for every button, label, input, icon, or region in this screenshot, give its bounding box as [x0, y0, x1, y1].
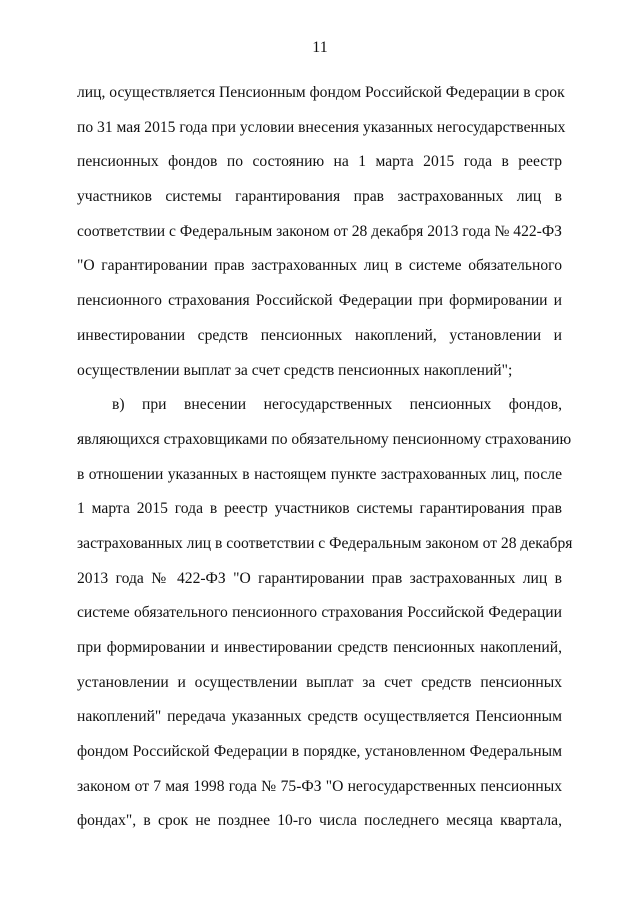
text-line: инвестировании средств пенсионных накоплений, установлении и — [77, 326, 562, 344]
text-line: соответствии с Федеральным законом от 28 декабря 2013 года № 422-ФЗ — [77, 222, 562, 240]
text-line: "О гарантировании прав застрахованных лиц в системе обязательного — [77, 257, 562, 275]
text-line: накоплений" передача указанных средств осуществляется Пенсионным — [77, 708, 562, 726]
text-line: системе обязательного пенсионного страхования Российской Федерации — [77, 604, 562, 622]
text-line: установлении и осуществлении выплат за счет средств пенсионных — [77, 673, 562, 691]
text-line: 2013 года № 422-ФЗ "О гарантировании прав застрахованных лиц в — [77, 569, 562, 587]
text-line: законом от 7 мая 1998 года № 75-ФЗ "О негосударственных пенсионных — [77, 777, 562, 795]
text-line: 1 марта 2015 года в реестр участников системы гарантирования прав — [77, 500, 562, 518]
text-line: по 31 мая 2015 года при условии внесения указанных негосударственных — [77, 118, 566, 136]
text-line: пенсионных фондов по состоянию на 1 марта 2015 года в реестр — [77, 153, 562, 171]
text-line: участников системы гарантирования прав застрахованных лиц в — [77, 188, 562, 206]
text-line: при формировании и инвестировании средств пенсионных накоплений, — [77, 639, 562, 656]
text-line: в) при внесении негосударственных пенсионных фондов, — [112, 396, 562, 414]
text-line: лиц, осуществляется Пенсионным фондом Российской Федерации в срок — [77, 84, 565, 101]
text-line: застрахованных лиц в соответствии с Федеральным законом от 28 декабря — [77, 534, 573, 552]
text-line: в отношении указанных в настоящем пункте застрахованных лиц, после — [77, 465, 562, 483]
document-body — [77, 76, 573, 839]
text-line: осуществлении выплат за счет средств пенсионных накоплений"; — [77, 361, 513, 379]
text-line: являющихся страховщиками по обязательному пенсионному страхованию — [77, 430, 572, 448]
page-number: 11 — [312, 39, 328, 56]
text-line: пенсионного страхования Российской Федерации при формировании и — [77, 292, 562, 310]
text-line: фондом Российской Федерации в порядке, установленном Федеральным — [77, 743, 562, 761]
text-line: фондах", в срок не позднее 10-го числа последнего месяца квартала, — [77, 812, 562, 830]
